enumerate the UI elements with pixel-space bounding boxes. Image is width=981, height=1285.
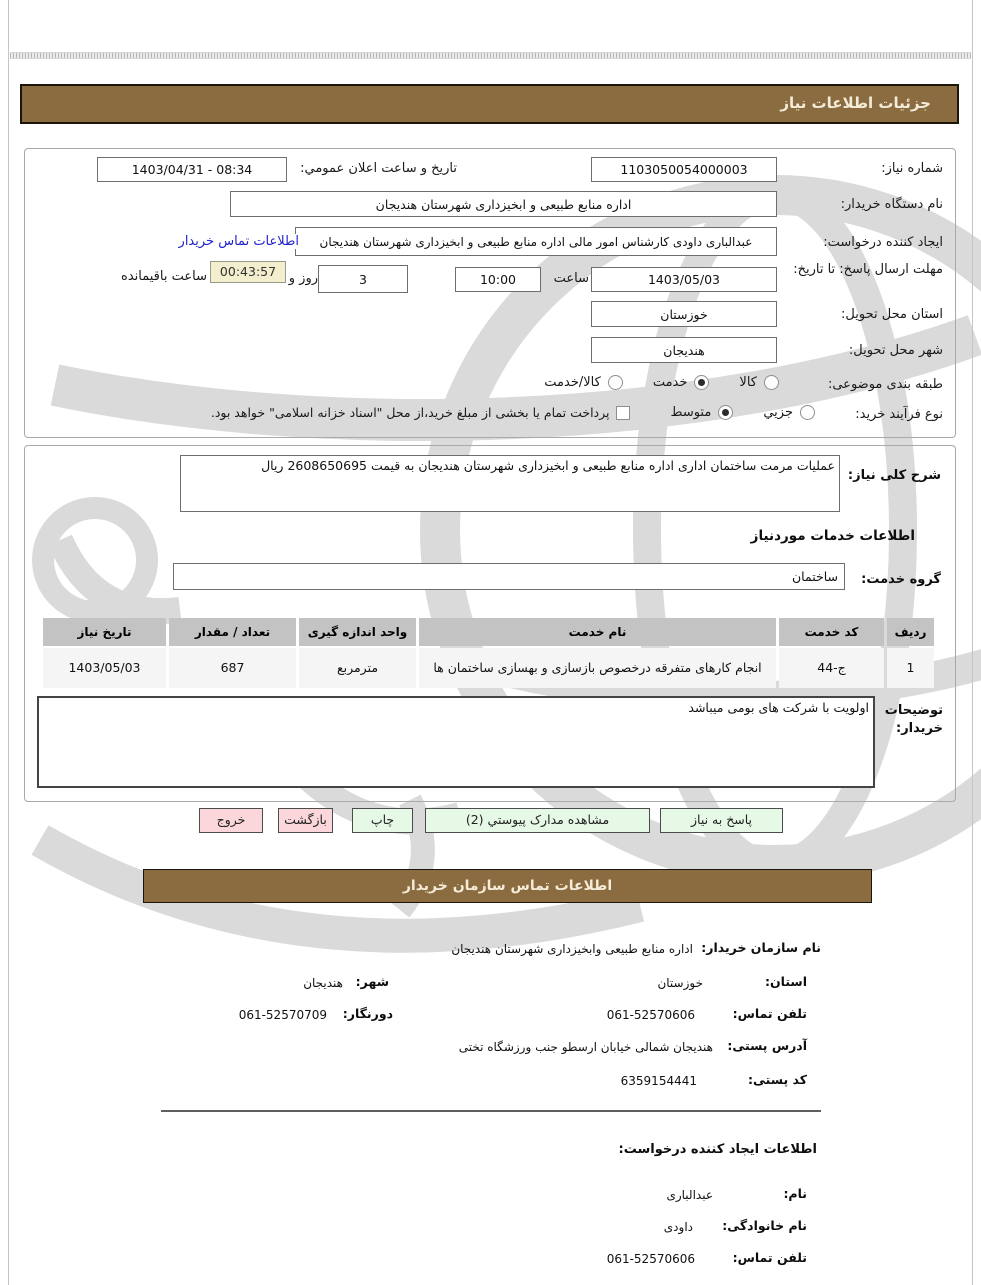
details-header-title: جزئیات اطلاعات نیاز bbox=[780, 94, 931, 112]
buyer-device-label: نام دستگاه خریدار: bbox=[840, 197, 943, 212]
left-frame-border bbox=[8, 0, 9, 1285]
cell-code: ج-44 bbox=[779, 648, 884, 688]
radio-partial[interactable] bbox=[800, 405, 815, 420]
request-creator-field[interactable] bbox=[295, 227, 777, 256]
cell-rank: 1 bbox=[887, 648, 934, 688]
postal-address-value: هندیجان شمالی خیابان ارسطو جنب ورزشگاه تختی bbox=[458, 1040, 713, 1054]
need-desc-label: شرح کلی نیاز: bbox=[847, 468, 941, 483]
classification-label: طبقه بندی موضوعی: bbox=[827, 377, 943, 392]
org-name-value: اداره منابع طبیعی وابخیزداری شهرستان هندیجان bbox=[451, 942, 693, 956]
creator-phone-value: 061-52570606 bbox=[606, 1252, 695, 1266]
phone-value: 061-52570606 bbox=[606, 1008, 695, 1022]
day-and-label: روز و bbox=[288, 271, 318, 286]
fax-value: 061-52570709 bbox=[238, 1008, 327, 1022]
deadline-time-field[interactable] bbox=[455, 267, 541, 292]
response-deadline-label: مهلت ارسال پاسخ: تا تاریخ: bbox=[793, 262, 943, 277]
postal-code-label: کد پستی: bbox=[747, 1072, 807, 1087]
countdown-timer: 00:43:57 bbox=[210, 261, 286, 283]
buyer-notes-label: توضیحات خریدار: bbox=[884, 703, 943, 736]
delivery-city-field[interactable] bbox=[591, 337, 777, 363]
days-remaining-field[interactable] bbox=[318, 265, 408, 293]
col-qty: تعداد / مقدار bbox=[169, 618, 296, 646]
org-name-label: نام سازمان خریدار: bbox=[701, 940, 821, 955]
request-creator-heading: اطلاعات ایجاد کننده درخواست: bbox=[618, 1142, 817, 1157]
treasury-checkbox[interactable] bbox=[616, 406, 630, 420]
announce-datetime-field[interactable] bbox=[97, 157, 287, 182]
exit-button[interactable]: خروج bbox=[199, 808, 263, 833]
respond-button[interactable]: پاسخ به نیاز bbox=[660, 808, 783, 833]
first-name-value: عبدالباری bbox=[666, 1188, 713, 1202]
need-services-box bbox=[24, 445, 956, 802]
radio-service-label: خدمت bbox=[652, 375, 688, 390]
delivery-city-label: شهر محل تحویل: bbox=[848, 343, 943, 358]
radio-medium-label: متوسط bbox=[670, 405, 712, 420]
services-table bbox=[40, 616, 937, 690]
first-name-label: نام: bbox=[783, 1186, 807, 1201]
postal-code-value: 6359154441 bbox=[620, 1074, 697, 1088]
process-type-label: نوع فرآیند خرید: bbox=[855, 407, 943, 422]
city-value: هندیجان bbox=[303, 976, 343, 990]
postal-address-label: آدرس پستی: bbox=[727, 1038, 807, 1053]
buyer-device-field[interactable] bbox=[230, 191, 777, 217]
services-section-heading: اطلاعات خدمات موردنیاز bbox=[750, 528, 915, 544]
announce-datetime-label: تاریخ و ساعت اعلان عمومي: bbox=[300, 161, 457, 176]
col-date: تاریخ نیاز bbox=[43, 618, 166, 646]
radio-medium[interactable] bbox=[718, 405, 733, 420]
service-group-field[interactable] bbox=[173, 563, 845, 590]
treasury-note: پرداخت تمام یا بخشی از مبلغ خرید،از محل "اسناد خزانه اسلامی" خواهد بود. bbox=[210, 405, 610, 420]
section-divider bbox=[161, 1110, 821, 1112]
need-number-label: شماره نیاز: bbox=[881, 161, 943, 176]
buyer-contact-header-bar bbox=[143, 869, 872, 903]
phone-label: تلفن تماس: bbox=[732, 1006, 807, 1021]
fax-label: دورنگار: bbox=[342, 1006, 393, 1021]
radio-goods[interactable] bbox=[764, 375, 779, 390]
radio-goods-label: کالا bbox=[739, 375, 757, 390]
radio-goods-service[interactable] bbox=[608, 375, 623, 390]
print-button[interactable]: چاپ bbox=[352, 808, 413, 833]
cell-qty: 687 bbox=[169, 648, 296, 688]
cell-name: انجام کارهای متفرقه درخصوص بازسازی و بهسازی ساختمان ها bbox=[419, 648, 776, 688]
right-frame-border bbox=[972, 0, 973, 1285]
service-table-row bbox=[43, 648, 934, 688]
radio-goods-service-label: کالا/خدمت bbox=[544, 375, 601, 390]
creator-phone-label: تلفن تماس: bbox=[732, 1250, 807, 1265]
buyer-notes-textarea[interactable] bbox=[37, 696, 875, 788]
last-name-value: داودی bbox=[663, 1220, 693, 1234]
city-label: شهر: bbox=[355, 974, 389, 989]
buyer-contact-link[interactable]: اطلاعات تماس خریدار bbox=[178, 234, 299, 249]
radio-service[interactable] bbox=[694, 375, 709, 390]
back-button[interactable]: بازگشت bbox=[278, 808, 333, 833]
general-info-box bbox=[24, 148, 956, 438]
services-table-header-row bbox=[43, 618, 934, 646]
cell-date: 1403/05/03 bbox=[43, 648, 166, 688]
service-group-label: گروه خدمت: bbox=[861, 572, 941, 587]
details-header-bar bbox=[20, 84, 959, 124]
classification-options bbox=[544, 375, 779, 390]
top-divider-strip bbox=[10, 52, 971, 59]
radio-partial-label: جزیي bbox=[763, 405, 793, 420]
process-type-options bbox=[211, 405, 815, 420]
need-number-field[interactable] bbox=[591, 157, 777, 182]
delivery-province-field[interactable] bbox=[591, 301, 777, 327]
hours-remaining-label: ساعت باقیمانده bbox=[121, 269, 207, 284]
request-creator-label: ایجاد کننده درخواست: bbox=[823, 235, 943, 250]
need-desc-textarea[interactable] bbox=[180, 455, 840, 512]
col-name: نام خدمت bbox=[419, 618, 776, 646]
deadline-date-field[interactable] bbox=[591, 267, 777, 292]
province-value: خوزستان bbox=[657, 976, 703, 990]
cell-unit: مترمربع bbox=[299, 648, 416, 688]
buyer-contact-header-title: اطلاعات تماس سازمان خریدار bbox=[402, 878, 613, 894]
hour-label: ساعت bbox=[553, 271, 589, 286]
buyer-contact-section bbox=[161, 930, 821, 1280]
view-attachments-button[interactable]: مشاهده مدارک پیوستي (2) bbox=[425, 808, 650, 833]
col-code: کد خدمت bbox=[779, 618, 884, 646]
province-label: استان: bbox=[764, 974, 807, 989]
delivery-province-label: استان محل تحویل: bbox=[841, 307, 943, 322]
last-name-label: نام خانوادگی: bbox=[722, 1218, 807, 1233]
col-unit: واحد اندازه گیری bbox=[299, 618, 416, 646]
col-rank: ردیف bbox=[887, 618, 934, 646]
